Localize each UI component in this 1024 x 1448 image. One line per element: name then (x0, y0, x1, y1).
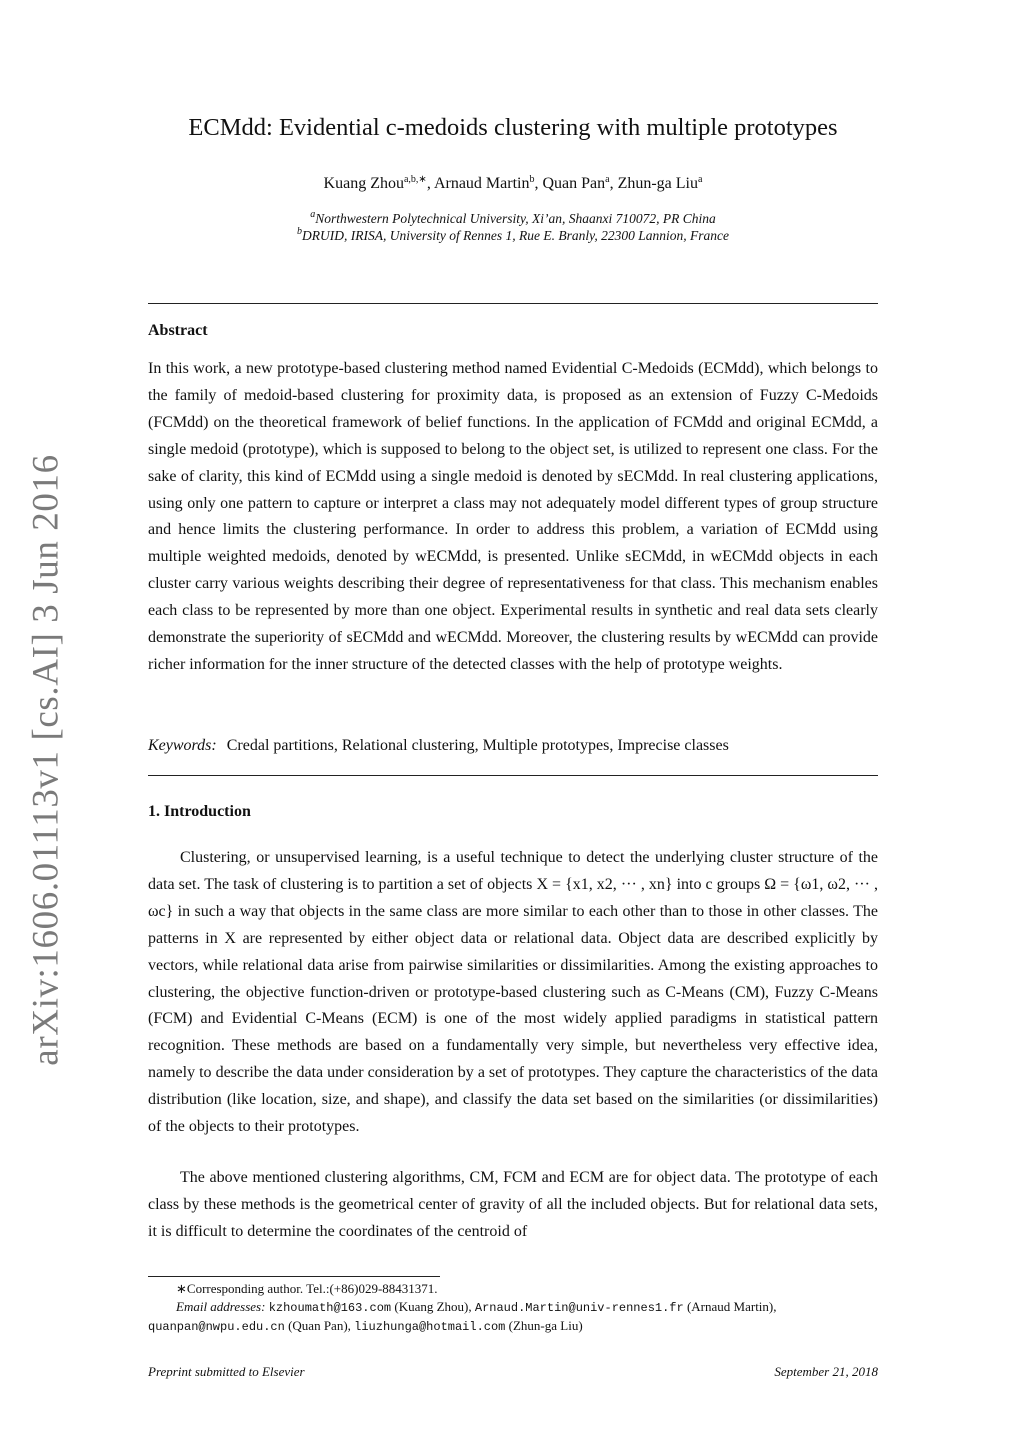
author-name: Quan Pan (542, 175, 606, 192)
footnote-rule (148, 1276, 440, 1277)
affiliation-text: DRUID, IRISA, University of Rennes 1, Rue E. Branly, 22300 Lannion, France (301, 228, 730, 243)
corresponding-author-note: ∗Corresponding author. Tel.:(+86)029-88431371. (176, 1281, 438, 1296)
divider (148, 303, 878, 304)
footer-preprint-note: Preprint submitted to Elsevier (148, 1364, 305, 1379)
author-affil-marker: b (529, 174, 535, 185)
affiliation-text: Northwestern Polytechnical University, Xi’an, Shaanxi 710072, PR China (315, 211, 716, 226)
paper-title: ECMdd: Evidential c-medoids clustering with multiple prototypes (188, 114, 838, 141)
keywords-label: Keywords: (148, 737, 217, 754)
section-heading: 1. Introduction (148, 803, 251, 820)
affiliation-marker: a (310, 209, 316, 220)
footnotes (148, 1280, 878, 1337)
paragraph: Clustering, or unsupervised learning, is a useful technique to detect the underlying cluster structure of the data set. The task of clustering is to partition a set of objects X = {x1, x2, ··· , xn} into c groups Ω = {ω1, ω2, ··· , ωc} in such a way that objects in the same class are more similar to each other than to those in other classes. The patterns in X are represented by either object data or relational data. Object data are described explicitly by vectors, while relational data arise from pairwise similarities or dissimilarities. Among the existing approaches to clustering, the objective function-driven or prototype-based clustering such as C-Means (CM), Fuzzy C-Means (FCM) and Evidential C-Means (ECM) is one of the most widely applied paradigms in statistical pattern recognition. These methods are based on a fundamentally very simple, but nevertheless very effective idea, namely to describe the data under consideration by a set of prototypes. They capture the characteristics of the data distribution (like location, size, and shape), and classify the data set based on the similarities (or dissimilarities) of the objects to their prototypes. (148, 849, 878, 1136)
author-affil-marker: a (605, 174, 610, 185)
divider (148, 775, 878, 776)
affiliation-marker: b (296, 226, 302, 237)
author-name: Kuang Zhou (323, 175, 404, 192)
keywords-text: Credal partitions, Relational clustering, Multiple prototypes, Imprecise classes (226, 737, 729, 754)
keywords (148, 737, 729, 755)
arxiv-stamp-text: arXiv:1606.01113v1 [cs.AI] 3 Jun 2016 (25, 454, 67, 1066)
author-name: Arnaud Martin (433, 175, 530, 192)
email-link[interactable]: Arnaud.Martin@univ-rennes1.fr (474, 1300, 684, 1315)
abstract-heading: Abstract (148, 322, 208, 339)
author-name: Zhun-ga Liu (617, 175, 698, 192)
email-addresses-cont (148, 1317, 878, 1337)
email-owner: (Arnaud Martin), (686, 1298, 777, 1314)
affiliation (148, 228, 878, 244)
author-affil-marker: a,b,∗ (403, 174, 427, 185)
email-link[interactable]: quanpan@nwpu.edu.cn (148, 1320, 285, 1334)
email-link[interactable]: kzhoumath@163.com (268, 1300, 392, 1315)
abstract-body: In this work, a new prototype-based clustering method named Evidential C-Medoids (ECMdd), which belongs to the family of medoid-based clustering for proximity data, is proposed as an extension of Fuzzy C-Medoids (FCMdd) on the theoretical framework of belief functions. In the application of FCMdd and original ECMdd, a single medoid (prototype), which is supposed to belong to the object set, is utilized to represent one class. For the sake of clarity, this kind of ECMdd using a single medoid is denoted by sECMdd. In real clustering applications, using only one pattern to capture or interpret a class may not adequately model different types of group structure and hence limits the clustering performance. In order to address this problem, a variation of ECMdd using multiple weighted medoids, denoted by wECMdd, is presented. Unlike sECMdd, in wECMdd objects in each cluster carry various weights describing their degree of representativeness for that class. This mechanism enables each class to be represented by more than one object. Experimental results in synthetic and real data sets clearly demonstrate the superiority of sECMdd and wECMdd. Moreover, the clustering results by wECMdd can provide richer information for the inner structure of the detected classes with the help of prototype weights. (148, 360, 878, 673)
affiliation (148, 211, 878, 227)
arxiv-stamp (0, 0, 120, 1448)
email-owner: (Zhun-ga Liu) (508, 1318, 583, 1333)
paragraph: The above mentioned clustering algorithms, CM, FCM and ECM are for object data. The prototype of each class by these methods is the geometrical center of gravity of all the included objects. But for relational data sets, it is difficult to determine the coordinates of the centroid of (148, 1169, 878, 1240)
email-link[interactable]: liuzhunga@hotmail.com (354, 1320, 506, 1334)
email-addresses (148, 1298, 878, 1318)
email-label: Email addresses: (176, 1298, 266, 1314)
author-affil-marker: a (698, 174, 703, 185)
email-owner: (Quan Pan), (288, 1318, 351, 1333)
author-list: Kuang Zhou$^{a,b,∗}$, Arnaud Martin$^b$, Quan Pan$^a$, Zhun-ga Liu$^a$ (323, 174, 703, 192)
footer-date: September 21, 2018 (774, 1364, 878, 1379)
email-owner: (Kuang Zhou), (394, 1298, 472, 1314)
